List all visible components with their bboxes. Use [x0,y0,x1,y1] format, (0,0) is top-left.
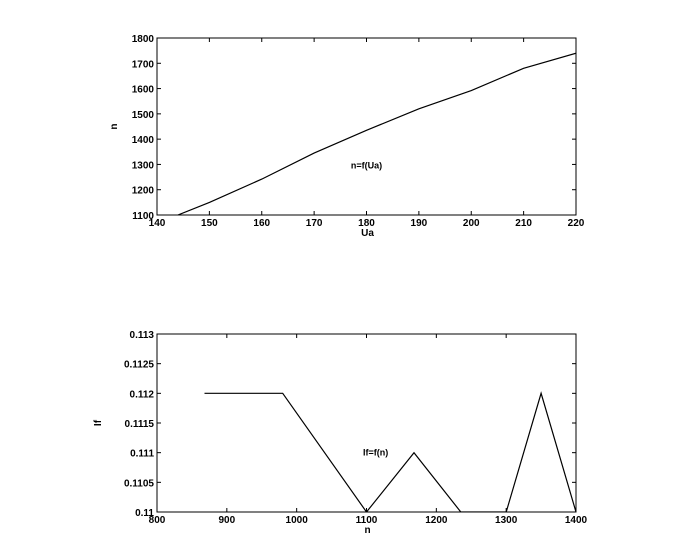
curve-annotation: If=f(n) [362,447,389,458]
x-tick-label: 200 [462,218,480,229]
y-tick-label: 1800 [131,34,154,45]
chart-if-vs-n [93,330,588,536]
y-tick-label: 1300 [131,160,154,172]
y-tick-label: 1400 [131,135,154,147]
y-tick-label: 0.111 [130,448,154,460]
x-tick-label: 140 [148,218,166,229]
y-tick-label: 0.11 [135,508,154,519]
series-line [205,393,577,512]
x-tick-label: 210 [515,218,532,229]
x-tick-label: 900 [218,515,236,526]
y-tick-label: 0.1125 [123,359,154,371]
x-tick-label: 1400 [564,515,588,526]
y-tick-label: 1600 [131,84,154,96]
x-tick-label: 1300 [495,515,518,526]
x-tick-label: 170 [305,218,323,229]
y-tick-label: 0.112 [129,389,154,401]
chart-n-vs-ua [109,34,585,239]
y-tick-label: 0.113 [129,330,154,341]
x-tick-label: 160 [253,218,271,229]
x-tick-label: 1000 [285,515,308,526]
x-tick-label: 800 [148,515,166,526]
y-tick-label: 1100 [132,211,154,222]
y-tick-label: 0.1115 [124,419,154,430]
x-tick-label: 150 [201,218,218,229]
curve-annotation: n=f(Ua) [350,160,383,171]
axes-frame [157,334,576,512]
x-tick-label: 1100 [355,515,378,526]
axes-frame [157,38,576,215]
series-line [178,53,576,215]
y-axis-label: If [93,419,104,427]
y-tick-label: 1200 [131,185,154,197]
y-tick-label: 1500 [131,109,154,121]
x-tick-label: 190 [410,218,428,229]
x-axis-label: Ua [361,228,374,239]
y-axis-label: n [109,123,120,130]
x-tick-label: 180 [358,218,375,229]
y-tick-label: 0.1105 [123,478,154,490]
x-tick-label: 220 [567,218,585,229]
x-axis-label: n [364,525,371,536]
y-tick-label: 1700 [131,59,154,71]
x-tick-label: 1200 [425,515,448,526]
